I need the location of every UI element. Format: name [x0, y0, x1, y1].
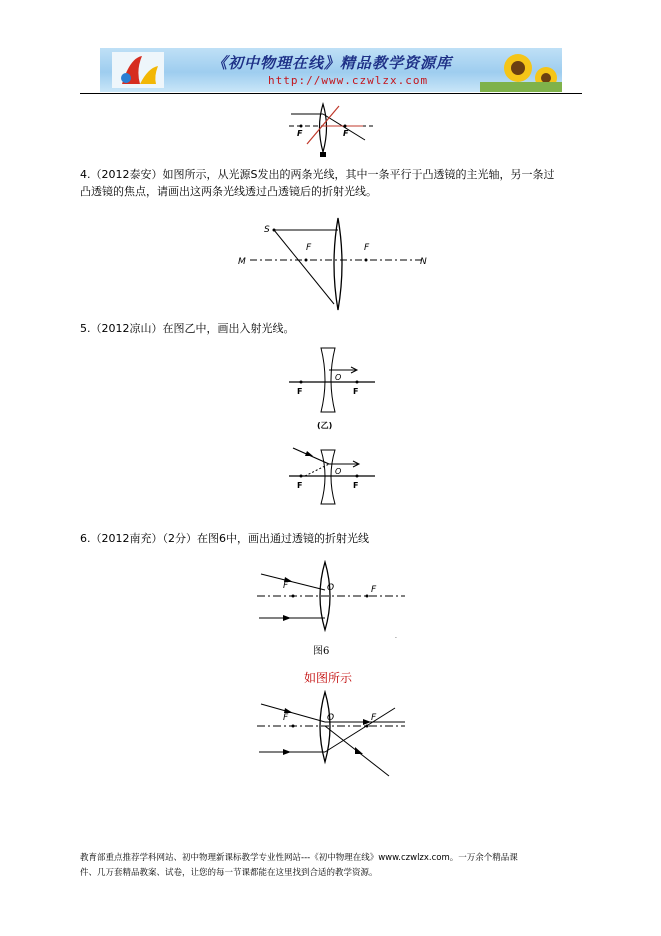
svg-text:M: M — [238, 257, 246, 267]
svg-text:O: O — [327, 713, 335, 723]
footer — [80, 851, 590, 881]
sunflower-icon — [480, 54, 562, 92]
svg-text:F: F — [353, 387, 359, 396]
svg-text:F: F — [353, 481, 359, 490]
svg-text:·: · — [395, 635, 397, 640]
figure-q4-convex-lens — [232, 216, 432, 316]
figure-q5-concave-lens — [285, 344, 380, 432]
figure-q6-answer — [255, 690, 410, 780]
svg-text:F: F — [297, 129, 303, 138]
banner-title: 《初中物理在线》精品教学资源库 — [212, 54, 453, 72]
svg-text:F: F — [283, 581, 289, 591]
figure-6-caption: 图6 — [313, 646, 330, 657]
svg-text:F: F — [371, 585, 377, 595]
answer-label: 如图所示 — [304, 671, 353, 685]
svg-text:O: O — [335, 373, 342, 382]
svg-text:F: F — [297, 387, 303, 396]
banner-url[interactable]: http://www.czwlzx.com — [268, 74, 429, 87]
svg-text:O: O — [335, 467, 342, 476]
svg-text:F: F — [364, 243, 370, 253]
question-6-line-1: 6.（2012南充）（2分）在图6中，画出通过透镜的折射光线 — [80, 532, 369, 545]
svg-text:F: F — [306, 243, 312, 253]
question-4-line-1: 4.（2012泰安）如图所示，从光源S发出的两条光线，其中一条平行于凸透镜的主光轴，另一条过 — [80, 168, 555, 181]
header-banner — [100, 48, 562, 92]
svg-text:O: O — [327, 583, 335, 593]
figure-q5-answer — [285, 440, 380, 510]
figure-convex-lens-prev — [285, 100, 380, 162]
footer-line-1: 教育部重点推荐学科网站、初中物理新课标教学专业性网站---《初中物理在线》www.czwlzx.com。一万余个精品课 — [80, 853, 518, 863]
svg-text:S: S — [264, 225, 270, 235]
question-5-line-1: 5.（2012凉山）在图乙中，画出入射光线。 — [80, 322, 295, 335]
footer-line-2: 件、几万套精品教案、试卷，让您的每一节课都能在这里找到合适的教学资源。 — [80, 868, 378, 878]
header-divider — [80, 93, 582, 94]
svg-text:F: F — [371, 713, 377, 723]
svg-text:F: F — [283, 713, 289, 723]
svg-text:F: F — [297, 481, 303, 490]
svg-text:F: F — [343, 129, 349, 138]
svg-text:N: N — [420, 257, 427, 267]
question-4-line-2: 凸透镜的焦点，请画出这两条光线透过凸透镜后的折射光线。 — [80, 185, 377, 198]
svg-text:(乙): (乙) — [317, 421, 333, 430]
figure-q6-convex-lens — [255, 560, 410, 640]
